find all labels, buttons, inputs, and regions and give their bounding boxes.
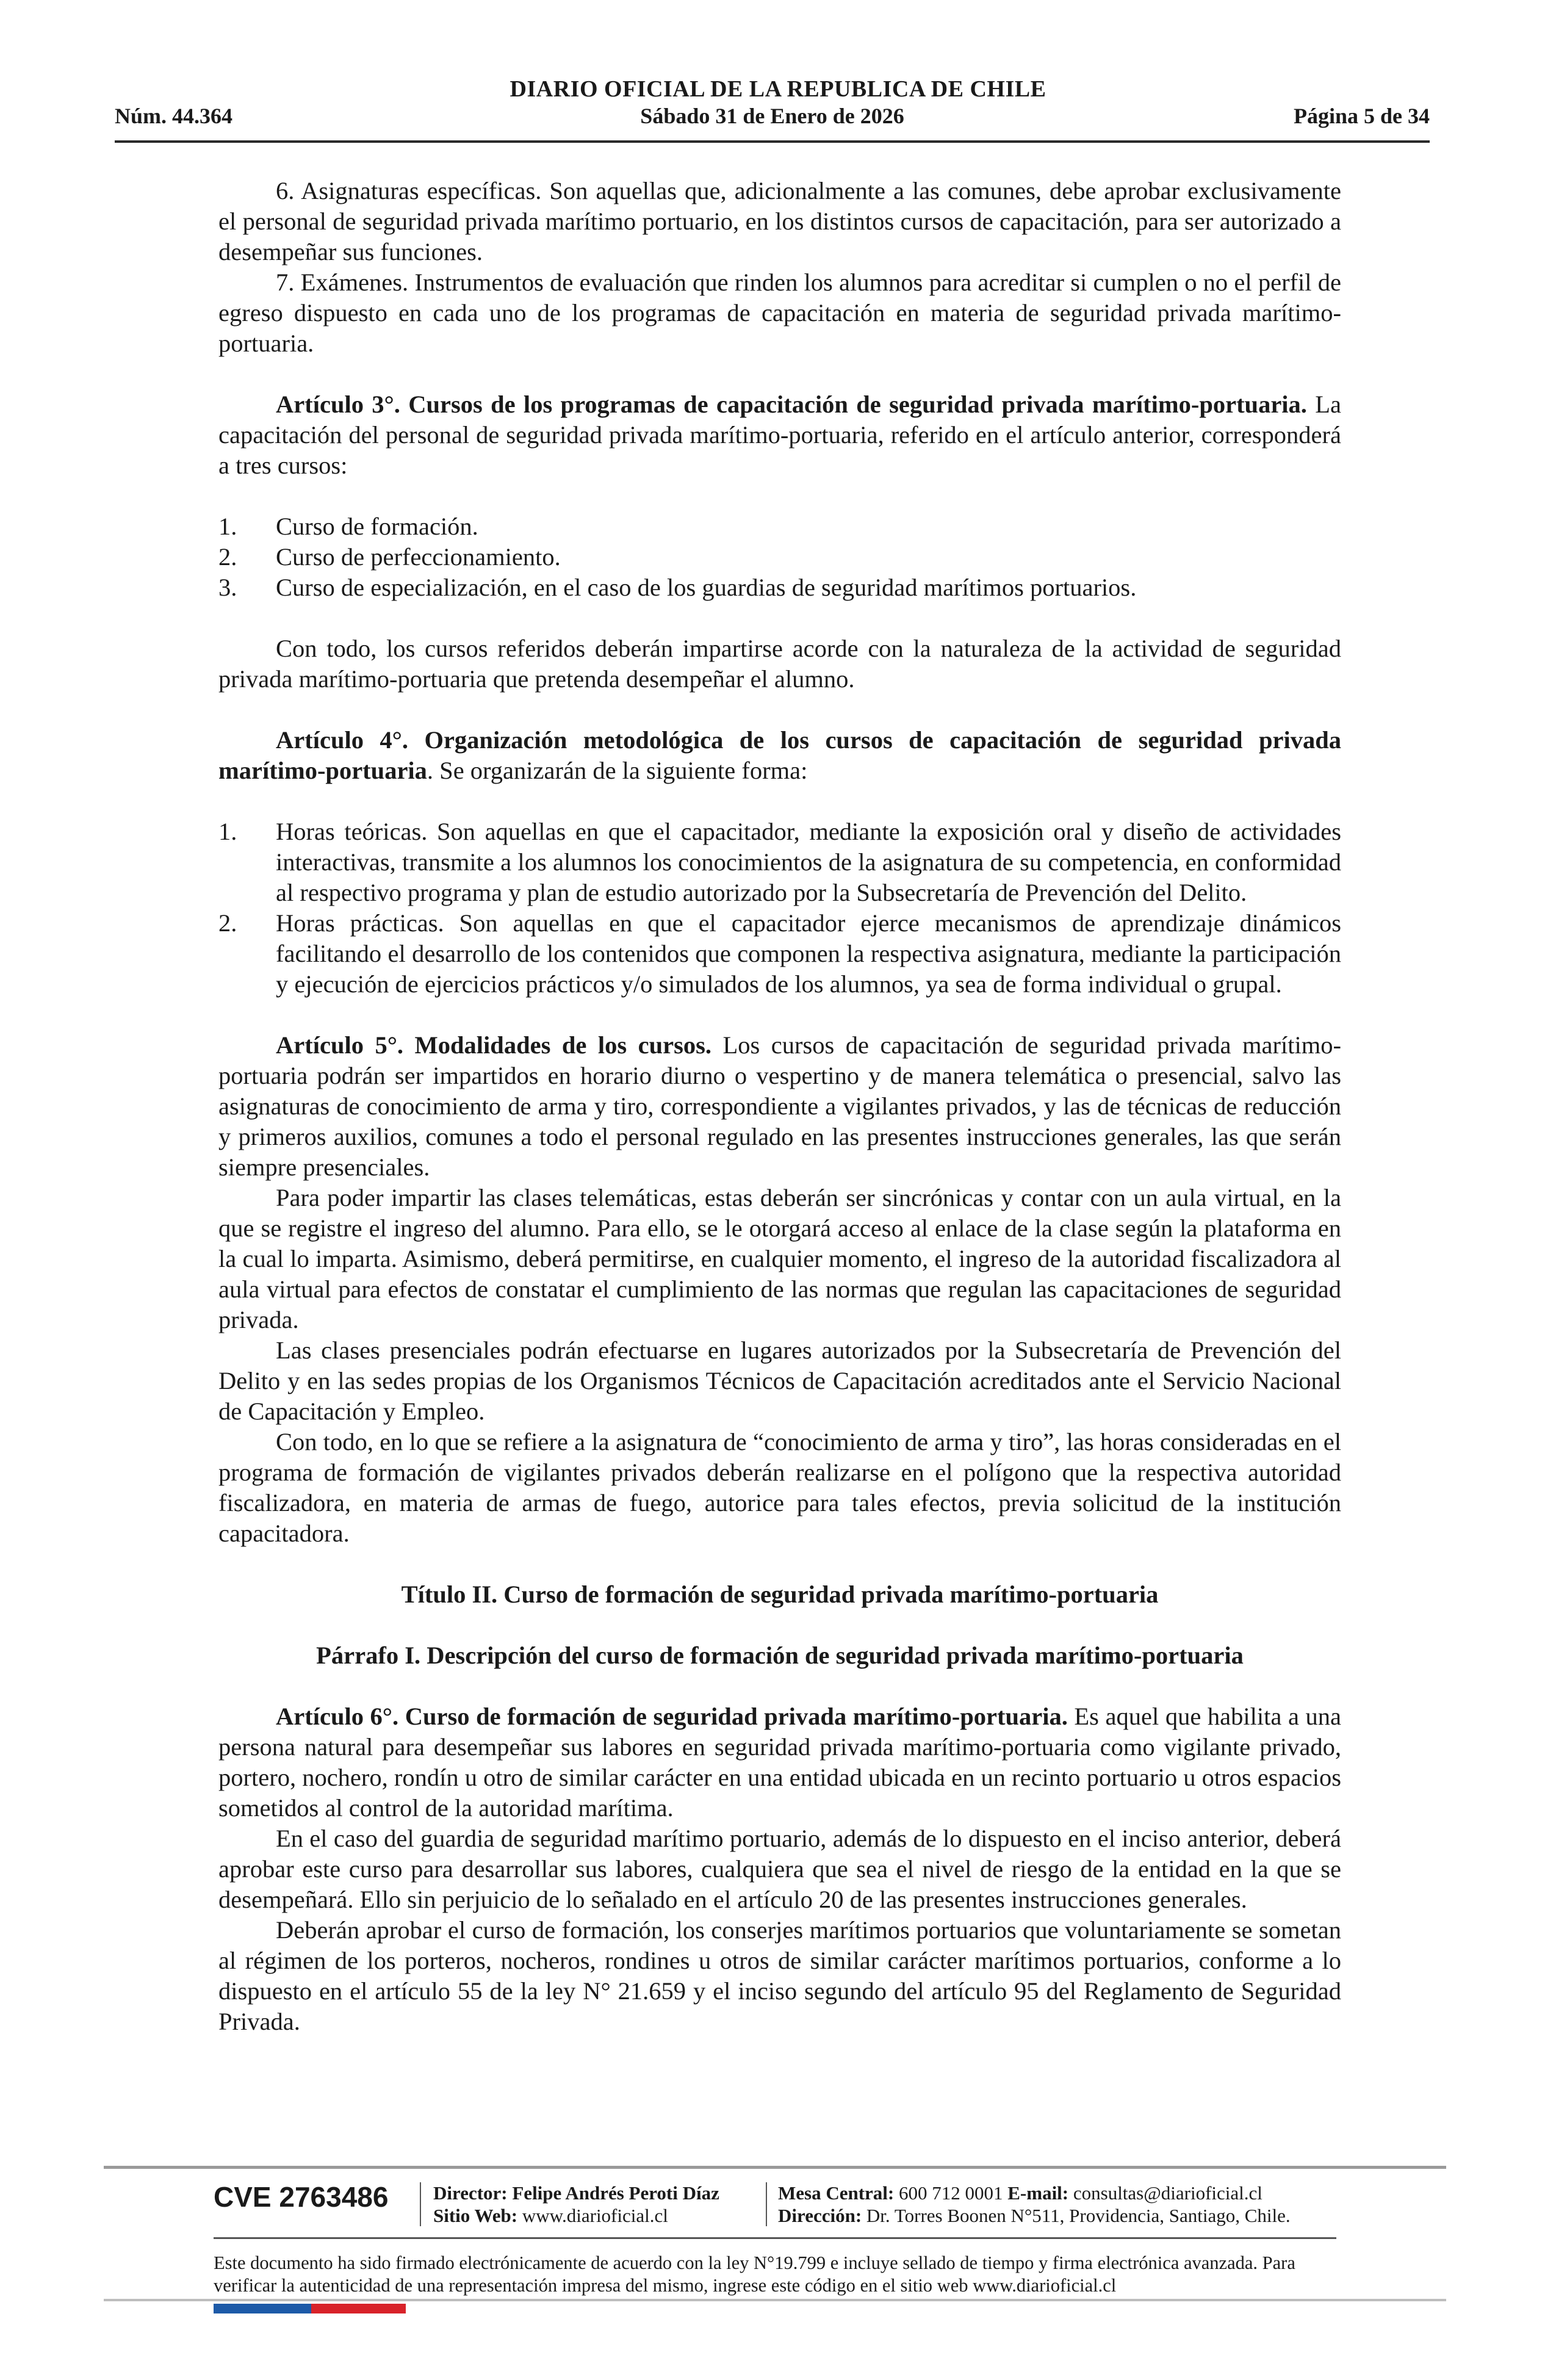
article-6-paragraph: En el caso del guardia de seguridad marítimo portuario, además de lo dispuesto en el inciso anterior, deberá aprobar este curso para desarrollar sus labores, cualquiera que sea el nivel de riesgo de la entidad en la que se desempeñará. Ello sin perjuicio de lo señalado en el artículo 20 de las presentes instrucciones generales.	[218, 1825, 1341, 1913]
list-item: 3. Curso de especialización, en el caso de los guardias de seguridad marítimos portuarios.	[218, 574, 1137, 601]
footer-divider	[214, 2237, 1336, 2239]
footer-divider	[104, 2166, 1446, 2169]
article-6	[218, 1701, 1341, 1823]
article-3	[218, 389, 1341, 481]
footer-contact-block: Mesa Central: 600 712 0001 E-mail: consultas@diarioficial.cl Dirección: Dr. Torres Boonen N°511, Providencia, Santiago, Chile.	[778, 2182, 1291, 2226]
article-6-heading: Artículo 6°. Curso de formación de seguridad privada marítimo-portuaria.	[276, 1703, 1068, 1730]
article-4-heading: Artículo 4°. Organización metodológica de los cursos de capacitación de seguridad privada marítimo-portuaria	[218, 726, 1341, 784]
footer-director-block: Director: Felipe Andrés Peroti Díaz Sitio Web: www.diarioficial.cl	[433, 2182, 719, 2226]
header-divider	[115, 140, 1430, 143]
flag-stripe-blue	[214, 2304, 311, 2313]
list-item: 1. Curso de formación.	[218, 513, 478, 540]
article-4	[218, 725, 1341, 786]
issue-date: Sábado 31 de Enero de 2026	[640, 104, 904, 128]
article-3-heading: Artículo 3°. Cursos de los programas de capacitación de seguridad privada marítimo-portuaria.	[276, 391, 1307, 418]
phone-number: 600 712 0001	[894, 2182, 1008, 2204]
titulo-heading: Título II. Curso de formación de seguridad privada marítimo-portuaria	[401, 1581, 1159, 1608]
article-4-list	[218, 817, 1341, 1000]
website-link[interactable]: www.diarioficial.cl	[517, 2205, 668, 2226]
footer-separator	[766, 2182, 767, 2226]
address: Dr. Torres Boonen N°511, Providencia, Santiago, Chile.	[862, 2205, 1291, 2226]
article-4-text: . Se organizarán de la siguiente forma:	[427, 757, 808, 784]
article-5-heading: Artículo 5°. Modalidades de los cursos.	[276, 1031, 712, 1059]
article-3-text: La capacitación del personal de seguridad privada marítimo-portuaria, referido en el artículo anterior, corresponderá a tres cursos:	[218, 391, 1341, 479]
list-item: 1. Horas teóricas. Son aquellas en que el capacitador, mediante la exposición oral y diseño de actividades interactivas, transmite a los alumnos los conocimientos de la asignatura de su competencia, en conformidad al respectivo programa y plan de estudio autorizado por la Subsecretaría de Prevención del Delito.	[218, 818, 1341, 906]
footer-separator	[420, 2182, 421, 2226]
issue-number: Núm. 44.364	[115, 104, 233, 128]
article-6-text: Es aquel que habilita a una persona natural para desempeñar sus labores en seguridad privada marítimo-portuaria como vigilante privado, portero, nochero, rondín u otro de similar carácter en una entidad ubicada en un recinto portuario u otros espacios sometidos al control de la autoridad marítima.	[218, 1703, 1341, 1822]
article-3-closing: Con todo, los cursos referidos deberán impartirse acorde con la naturaleza de la actividad de seguridad privada marítimo-portuaria que pretenda desempeñar el alumno.	[218, 635, 1341, 693]
email-link[interactable]: consultas@diarioficial.cl	[1068, 2182, 1262, 2204]
definition-item-6: 6. Asignaturas específicas. Son aquellas que, adicionalmente a las comunes, debe aprobar exclusivamente el personal de seguridad privada marítimo portuario, en los distintos cursos de capacitación, para ser autorizado a desempeñar sus funciones.	[218, 177, 1341, 265]
article-5	[218, 1030, 1341, 1183]
article-5-text: Los cursos de capacitación de seguridad privada marítimo-portuaria podrán ser impartidos en horario diurno o vespertino y de manera telemática o presencial, salvo las asignaturas de conocimiento de arma y tiro, correspondiente a vigilantes privados, y las de técnicas de reducción y primeros auxilios, comunes a todo el personal regulado en las presentes instrucciones generales, las que serán siempre presenciales.	[218, 1031, 1341, 1181]
article-5-paragraph: Para poder impartir las clases telemáticas, estas deberán ser sincrónicas y contar con un aula virtual, en la que se registre el ingreso del alumno. Para ello, se le otorgará acceso al enlace de la clase según la plataforma en la cual lo imparta. Asimismo, deberá permitirse, en cualquier momento, el ingreso de la autoridad fiscalizadora al aula virtual para efectos de constatar el cumplimiento de las normas que regulan las capacitaciones de seguridad privada.	[218, 1184, 1341, 1333]
legal-notice: Este documento ha sido firmado electrónicamente de acuerdo con la ley N°19.799 e incluye sellado de tiempo y firma electrónica avanzada. Para verificar la autenticidad de una representación impresa del mismo, ingrese este código en el sitio web www.diarioficial.cl	[214, 2252, 1295, 2296]
article-6-paragraph: Deberán aprobar el curso de formación, los conserjes marítimos portuarios que voluntariamente se sometan al régimen de los porteros, nocheros, rondines u otros de similar carácter marítimos portuarios, conforme a lo dispuesto en el artículo 55 de la ley N° 21.659 y el inciso segundo del artículo 95 del Reglamento de Seguridad Privada.	[218, 1916, 1341, 2035]
article-3-list	[218, 511, 1341, 603]
list-item: 2. Horas prácticas. Son aquellas en que el capacitador ejerce mecanismos de aprendizaje dinámicos facilitando el desarrollo de los contenidos que componen la respectiva asignatura, mediante la participación y ejecución de ejercicios prácticos y/o simulados de los alumnos, ya sea de forma individual o grupal.	[218, 909, 1341, 998]
flag-stripe-red	[311, 2304, 406, 2313]
footer-divider	[104, 2299, 1446, 2301]
article-5-paragraph: Las clases presenciales podrán efectuarse en lugares autorizados por la Subsecretaría de Prevención del Delito y en las sedes propias de los Organismos Técnicos de Capacitación acreditados ante el Servicio Nacional de Capacitación y Empleo.	[218, 1336, 1341, 1425]
parrafo-heading: Párrafo I. Descripción del curso de formación de seguridad privada marítimo-portuaria	[316, 1642, 1244, 1669]
document-body	[218, 176, 1341, 2037]
list-item: 2. Curso de perfeccionamiento.	[218, 543, 561, 571]
newspaper-title: DIARIO OFICIAL DE LA REPUBLICA DE CHILE	[510, 76, 1046, 102]
article-5-paragraph: Con todo, en lo que se refiere a la asignatura de “conocimiento de arma y tiro”, las horas consideradas en el programa de formación de vigilantes privados deberán realizarse en el polígono que la respectiva autoridad fiscalizadora, en materia de armas de fuego, autorice para tales efectos, previa solicitud de la institución capacitadora.	[218, 1428, 1341, 1547]
director-name: Felipe Andrés Peroti Díaz	[507, 2182, 719, 2204]
cve-code: CVE 2763486	[214, 2181, 389, 2213]
page-indicator: Página 5 de 34	[1293, 104, 1430, 128]
definition-item-7: 7. Exámenes. Instrumentos de evaluación que rinden los alumnos para acreditar si cumplen o no el perfil de egreso dispuesto en cada uno de los programas de capacitación en materia de seguridad privada marítimo-portuaria.	[218, 269, 1341, 357]
